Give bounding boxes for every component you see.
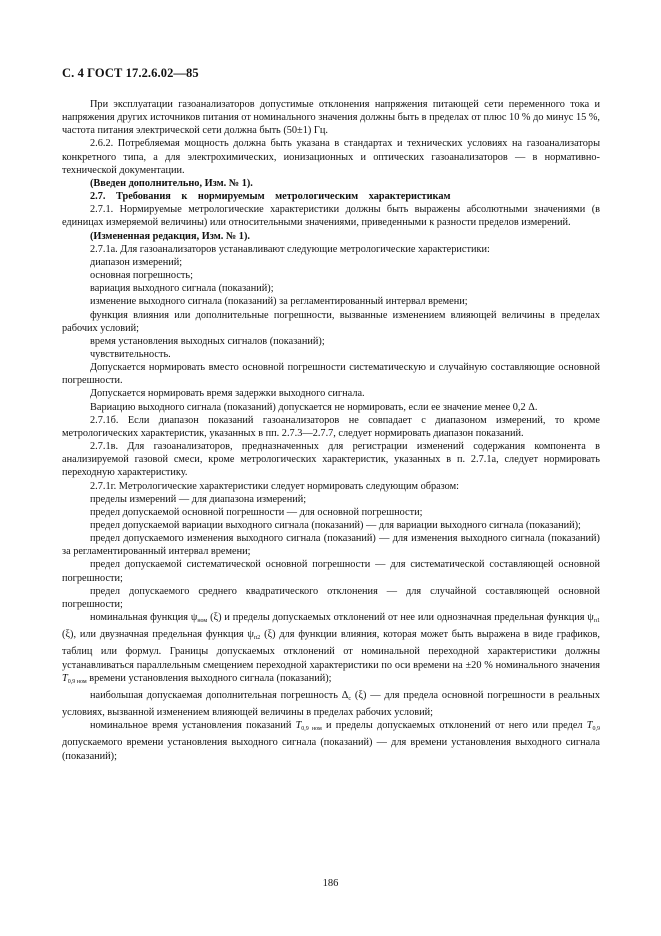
paragraph-allow-systematic: Допускается нормировать вместо основной погрешности систематическую и случайную составляющие основной погрешности. bbox=[62, 362, 600, 387]
paragraph-2-7-1b: 2.7.1б. Если диапазон показаний газоанализаторов не совпадает с диапазоном измерений, то кроме метрологических характеристик, указанных в пп. 2.7.3—2.7.7, следует нормировать диапазон показаний. bbox=[62, 414, 600, 439]
list-item: вариация выходного сигнала (показаний); bbox=[90, 283, 274, 295]
list-item: предел допускаемого среднего квадратического отклонения — для случайной составляющей основной погрешности; bbox=[62, 585, 600, 610]
paragraph-nominal-function: номинальная функция $\psi_{ном}$ (ξ) и пределы допускаемых отклонений от нее или однозначная предельная функция $\psi_{п1}$ (ξ), или двузначная предельная функция $\psi_{п2}$ (ξ) для функции влияния, которая может быть выражена в виде графиков, таблиц или формул. Границы допускаемых отклонений от номинальной переходной характеристики должны устанавливаться параллельным смещением переходной характеристики по оси времени на ±20 % номинального значения $T_{0,9 ном}$ времени установления выходного сигнала (показаний); bbox=[62, 612, 600, 685]
list-item: изменение выходного сигнала (показаний) за регламентированный интервал времени; bbox=[90, 296, 468, 308]
list-item: время установления выходных сигналов (показаний); bbox=[90, 335, 325, 347]
paragraph-additional-error: наибольшая допускаемая дополнительная погрешность $\Delta_с$ (ξ) — для предела основной погрешности в реальных условиях, вызванной изменением влияющей величины в пределах рабочих условий; bbox=[62, 689, 600, 719]
paragraph-2-7-1a: 2.7.1а. Для газоанализаторов устанавливают следующие метрологические характеристики: bbox=[90, 243, 490, 255]
paragraph-2-6-2: 2.6.2. Потребляемая мощность должна быть указана в стандартах и технических условиях на газоанализаторы конкретного типа, а для электрохимических, ионизационных и оптических газоанализаторов — в нормативно-технической документации. bbox=[62, 138, 600, 176]
paragraph-variation: Вариацию выходного сигнала (показаний) допускается не нормировать, если ее значение менее 0,2 Δ. bbox=[90, 401, 538, 413]
document-body bbox=[62, 98, 600, 763]
list-item: пределы измерений — для диапазона измерений; bbox=[90, 493, 307, 505]
list-item: основная погрешность; bbox=[90, 270, 193, 282]
amendment-note-1: (Введен дополнительно, Изм. № 1). bbox=[90, 177, 253, 189]
list-item: предел допускаемого изменения выходного сигнала (показаний) — для изменения выходного сигнала (показаний) за регламентированный интервал времени; bbox=[62, 533, 600, 558]
list-item: функция влияния или дополнительные погрешности, вызванные изменением влияющей величины в пределах рабочих условий; bbox=[62, 309, 600, 334]
page-header: С. 4 ГОСТ 17.2.6.02—85 bbox=[62, 66, 199, 80]
list-item: диапазон измерений; bbox=[90, 256, 183, 268]
section-heading-2-7: 2.7. Требования к нормируемым метрологическим характеристикам bbox=[90, 191, 451, 203]
paragraph-power-supply: При эксплуатации газоанализаторов допустимые отклонения напряжения питающей сети переменного тока и напряжения других источников питания от номинального значения должны быть в пределах от плюс 10 % до минус 15 %, частота питания электрической сети должна быть (50±1) Гц. bbox=[62, 99, 600, 137]
paragraph-2-7-1v: 2.7.1в. Для газоанализаторов, предназначенных для регистрации изменений содержания компонента в анализируемой газовой смеси, кроме метрологических характеристик, указанных в п. 2.7.1а, следует нормировать переходную характеристику. bbox=[62, 441, 600, 479]
paragraph-settling-time: номинальное время установления показаний $T_{0,9 ном}$ и пределы допускаемых отклонений от него или предел $T_{0,9}$ допускаемого времени установления выходного сигнала (показаний) — для времени установления выходного сигнала (показаний); bbox=[62, 720, 600, 762]
list-item: предел допускаемой основной погрешности — для основной погрешности; bbox=[90, 506, 423, 518]
paragraph-2-7-1g: 2.7.1г. Метрологические характеристики следует нормировать следующим образом: bbox=[90, 480, 460, 492]
list-item: чувствительность. bbox=[90, 348, 171, 360]
paragraph-2-7-1: 2.7.1. Нормируемые метрологические характеристики должны быть выражены абсолютными значениями (в единицах измеряемой величины) или относительными значениями, приведенными к разности пределов измерений. bbox=[62, 204, 600, 229]
page-number: 186 bbox=[322, 878, 339, 889]
list-item: предел допускаемой систематической основной погрешности — для систематической составляющей основной погрешности; bbox=[62, 559, 600, 584]
list-item: предел допускаемой вариации выходного сигнала (показаний) — для вариации выходного сигнала (показаний); bbox=[90, 520, 581, 531]
paragraph-allow-delay: Допускается нормировать время задержки выходного сигнала. bbox=[90, 388, 365, 400]
amendment-note-2: (Измененная редакция, Изм. № 1). bbox=[90, 230, 250, 242]
